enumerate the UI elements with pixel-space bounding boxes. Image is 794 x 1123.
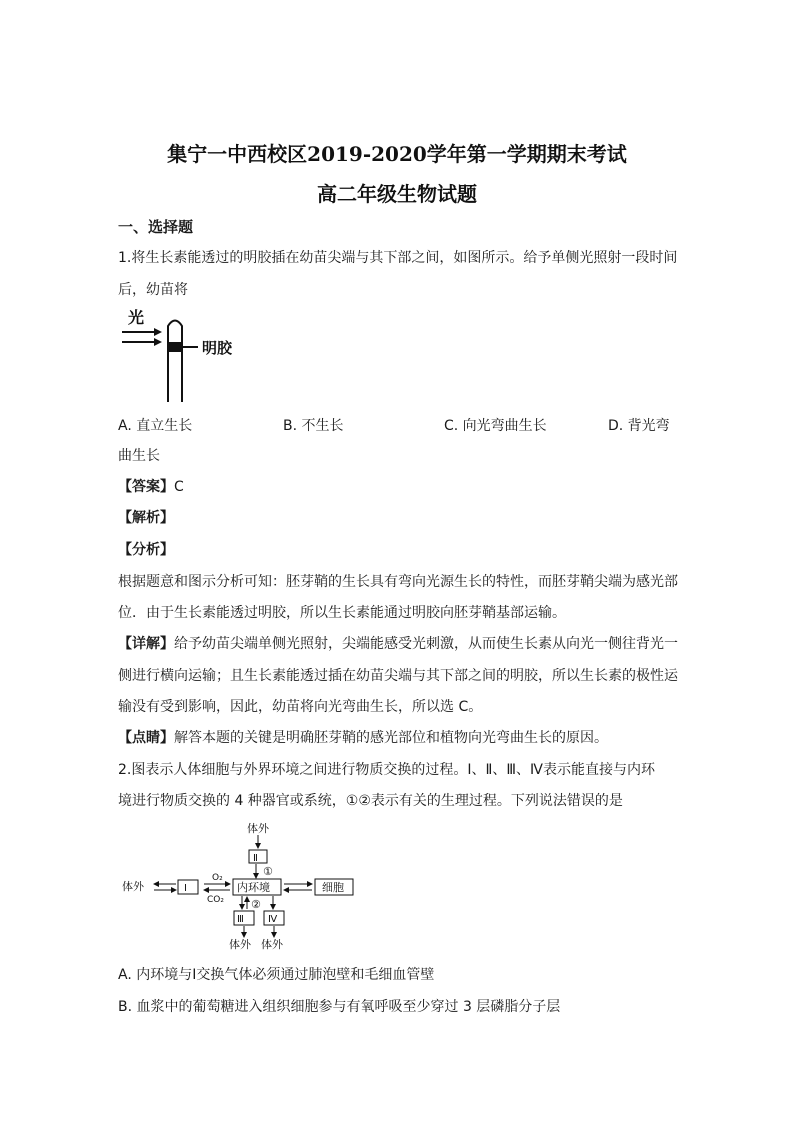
q1-fenxi-line2: 位．由于生长素能透过明胶，所以生长素能通过明胶向胚芽鞘基部运输。 xyxy=(118,605,566,621)
q1-option-a: A. 直立生长 xyxy=(118,418,193,434)
outside-bottom-left-label: 体外 xyxy=(229,938,251,951)
q1-detail-line2: 侧进行横向运输；且生长素能透过插在幼苗尖端与其下部之间的明胶，所以生长素的极性运 xyxy=(118,668,678,684)
q1-fenxi-tag: 【分析】 xyxy=(118,542,174,558)
q1-detail-line1 xyxy=(118,635,678,653)
q1-option-b: B. 不生长 xyxy=(283,418,344,434)
box-ii xyxy=(249,850,267,863)
detail-text: 给予幼苗尖端单侧光照射，尖端能感受光刺激，从而使生长素从向光一侧往背光一 xyxy=(174,636,678,652)
box-i-label: Ⅰ xyxy=(184,883,187,894)
q1-detail-line3: 输没有受到影响，因此，幼苗将向光弯曲生长，所以选 C。 xyxy=(118,699,483,715)
gel-block xyxy=(168,342,182,352)
outside-bottom-right-label: 体外 xyxy=(261,938,283,951)
co2-label: CO₂ xyxy=(207,895,224,905)
q1-comment xyxy=(118,729,678,747)
section-heading: 一、选择题 xyxy=(118,218,194,236)
box-i xyxy=(178,880,198,894)
light-arrows xyxy=(122,328,162,346)
comment-tag: 【点睛】 xyxy=(118,730,174,746)
q1-option-d-cont: 曲生长 xyxy=(118,448,160,464)
internal-env-label: 内环境 xyxy=(237,881,270,894)
q1-stem-line2: 后，幼苗将 xyxy=(118,282,188,298)
q2-stem-line1: 2.图表示人体细胞与外界环境之间进行物质交换的过程。Ⅰ、Ⅱ、Ⅲ、Ⅳ表示能直接与内环 xyxy=(118,762,655,778)
comment-text: 解答本题的关键是明确胚芽鞘的感光部位和植物向光弯曲生长的原因。 xyxy=(174,730,608,746)
q1-figure xyxy=(118,305,258,405)
q1-answer xyxy=(118,478,678,496)
cell-label: 细胞 xyxy=(322,881,344,894)
answer-tag: 【答案】 xyxy=(118,479,174,495)
o2-label: O₂ xyxy=(212,873,223,883)
outside-left-label: 体外 xyxy=(122,880,144,893)
q1-analysis-tag: 【解析】 xyxy=(118,510,174,526)
q2-option-a: A. 内环境与Ⅰ交换气体必须通过肺泡壁和毛细血管壁 xyxy=(118,967,435,983)
box-iii-label: Ⅲ xyxy=(237,914,244,925)
q2-figure xyxy=(118,820,368,952)
answer-value: C xyxy=(174,479,184,495)
box-iv-label: Ⅳ xyxy=(268,914,278,925)
box-ii-label: Ⅱ xyxy=(253,853,258,864)
gel-label: 明胶 xyxy=(202,339,233,357)
light-label: 光 xyxy=(128,308,145,327)
outside-top-label: 体外 xyxy=(247,822,269,835)
process-1-label: ① xyxy=(263,865,273,878)
q1-fenxi-line1: 根据题意和图示分析可知：胚芽鞘的生长具有弯向光源生长的特性，而胚芽鞘尖端为感光部 xyxy=(118,574,678,590)
exam-subtitle: 高二年级生物试题 xyxy=(317,182,477,206)
seedling-shape xyxy=(168,321,182,403)
q2-stem-line2: 境进行物质交换的 4 种器官或系统，①②表示有关的生理过程。下列说法错误的是 xyxy=(118,793,623,809)
q1-option-c: C. 向光弯曲生长 xyxy=(444,418,547,434)
exam-title: 集宁一中西校区2019-2020学年第一学期期末考试 xyxy=(167,142,627,166)
q2-option-b: B. 血浆中的葡萄糖进入组织细胞参与有氧呼吸至少穿过 3 层磷脂分子层 xyxy=(118,999,561,1015)
q1-option-d: D. 背光弯 xyxy=(608,418,670,434)
detail-tag: 【详解】 xyxy=(118,636,174,652)
q1-stem-line1: 1.将生长素能透过的明胶插在幼苗尖端与其下部之间，如图所示。给予单侧光照射一段时间 xyxy=(118,250,678,266)
process-2-label: ② xyxy=(251,898,261,911)
